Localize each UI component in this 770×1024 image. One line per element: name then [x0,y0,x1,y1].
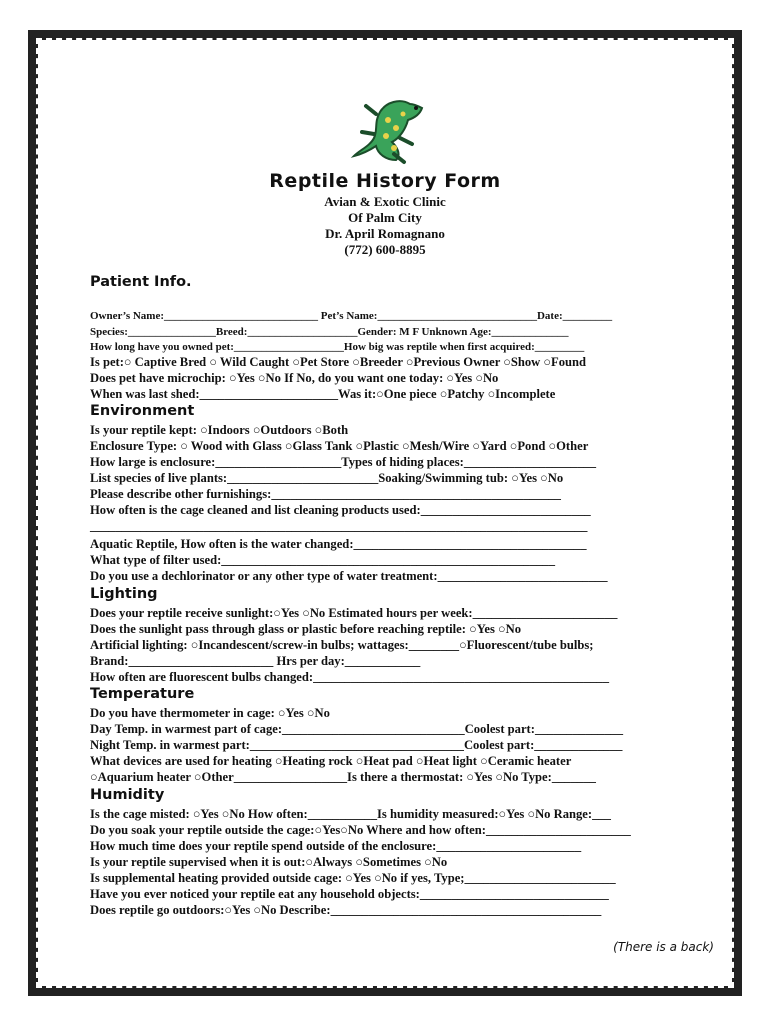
form-line: What type of filter used:_____________________________________________________ [90,553,556,567]
form-line: Brand:_______________________ Hrs per day:____________ [90,654,421,668]
form-line: Species:________________Breed:____________________Gender: M F Unknown Age:______________ [90,326,569,338]
form-line: Do you have thermometer in cage: ○Yes ○No [90,706,330,720]
form-line: Artificial lighting: ○Incandescent/screw-in bulbs; wattages:________○Fluorescent/tube bulbs; [90,638,594,652]
clinic-doctor: Dr. April Romagnano [325,226,445,241]
clinic-location: Of Palm City [348,210,422,225]
form-line: How often is the cage cleaned and list cleaning products used:___________________________ [90,503,591,517]
form-line: What devices are used for heating ○Heating rock ○Heat pad ○Heat light ○Ceramic heater [90,754,572,768]
form-line: When was last shed:______________________Was it:○One piece ○Patchy ○Incomplete [90,387,556,401]
form-line: Is your reptile supervised when it is out:○Always ○Sometimes ○No [90,855,448,869]
form-line: Aquatic Reptile, How often is the water changed:_____________________________________ [90,537,587,551]
section-temperature: Temperature [90,686,195,702]
form-line: Does your reptile receive sunlight:○Yes ○No Estimated hours per week:_______________________ [90,606,618,620]
section-lighting: Lighting [90,586,158,602]
form-line: Have you ever noticed your reptile eat any household objects:______________________________ [90,887,609,901]
back-page-note: (There is a back) [613,940,714,954]
form-line: Does the sunlight pass through glass or plastic before reaching reptile: ○Yes ○No [90,622,522,636]
form-line: How large is enclosure:____________________Types of hiding places:_____________________ [90,455,597,469]
form-line: List species of live plants:________________________Soaking/Swimming tub: ○Yes ○No [90,471,564,485]
form-line: How often are fluorescent bulbs changed:_______________________________________________ [90,670,610,684]
section-patient-info: Patient Info. [90,274,192,290]
form-line: Day Temp. in warmest part of cage:_____________________________Coolest part:______________ [90,722,624,736]
form-line: Do you soak your reptile outside the cage:○Yes○No Where and how often:_______________________ [90,823,631,837]
form-line: Is supplemental heating provided outside cage: ○Yes ○No if yes, Type;________________________ [90,871,616,885]
section-humidity: Humidity [90,787,165,803]
form-line: Does pet have microchip: ○Yes ○No If No, do you want one today: ○Yes ○No [90,371,499,385]
form-line: Is the cage misted: ○Yes ○No How often:___________Is humidity measured:○Yes ○No Range:___ [90,807,611,821]
form-line: Does reptile go outdoors:○Yes ○No Describe:___________________________________________ [90,903,602,917]
form-line: _______________________________________________________________________________ [90,519,588,533]
clinic-name: Avian & Exotic Clinic [324,194,446,209]
form-line: Please describe other furnishings:______________________________________________ [90,487,561,501]
form-line: Do you use a dechlorinator or any other type of water treatment:___________________________ [90,569,608,583]
form-line: ○Aquarium heater ○Other__________________Is there a thermostat: ○Yes ○No Type:_______ [90,770,596,784]
form-line: Owner’s Name:____________________________ Pet’s Name:_____________________________Date:_________ [90,310,613,322]
form-page [48,48,722,978]
form-line: Night Temp. in warmest part:__________________________________Coolest part:______________ [90,738,623,752]
form-line: How much time does your reptile spend outside of the enclosure:_______________________ [90,839,582,853]
form-line: How long have you owned pet:____________________How big was reptile when first acquired:_________ [90,341,585,353]
form-line: Enclosure Type: ○ Wood with Glass ○Glass Tank ○Plastic ○Mesh/Wire ○Yard ○Pond ○Other [90,439,589,453]
form-title: Reptile History Form [269,170,501,192]
form-line: Is pet:○ Captive Bred ○ Wild Caught ○Pet Store ○Breeder ○Previous Owner ○Show ○Found [90,355,587,369]
form-line: Is your reptile kept: ○Indoors ○Outdoors ○Both [90,423,349,437]
gecko-logo-icon [348,94,430,166]
section-environment: Environment [90,403,195,419]
clinic-phone: (772) 600-8895 [344,242,426,257]
